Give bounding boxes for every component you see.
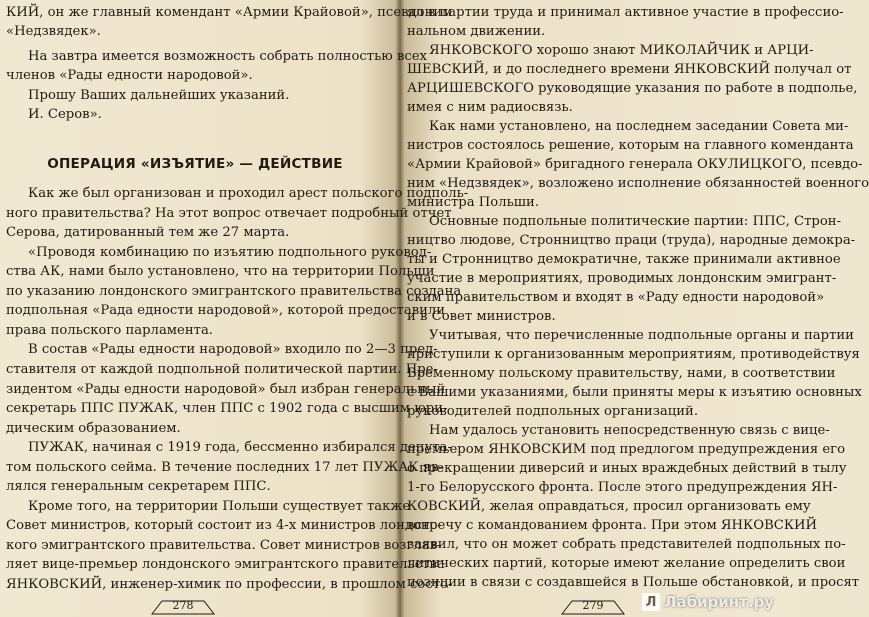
text-line: Совет министров, который состоит из 4-х министров лондонс-	[6, 518, 442, 534]
text-line: Серова, датированный тем же 27 марта.	[6, 225, 290, 241]
text-line: министра Польши.	[407, 195, 540, 210]
text-line: Основные подпольные политические партии: ППС, Строн-	[429, 214, 842, 229]
text-line: премьером ЯНКОВСКИМ под предлогом предупреждения его	[407, 442, 846, 457]
text-line: о прекращении диверсий и иных враждебных действий в тылу	[407, 461, 847, 476]
text-line: Нам удалось установить непосредственную связь с вице-	[429, 423, 830, 438]
text-line: права польского парламента.	[6, 322, 214, 338]
text-line: «Недзвядек».	[6, 24, 101, 40]
text-line: руководителей подпольных организаций.	[407, 404, 699, 419]
text-line: КОВСКИЙ, желая оправдаться, просил организовать ему	[407, 499, 811, 514]
text-line: ским правительством и входят в «Раду едности народовой»	[407, 290, 825, 305]
text-line: Кроме того, на территории Польши существует также	[28, 498, 411, 514]
text-line: членов «Рады едности народовой».	[6, 68, 253, 84]
right-page	[407, 0, 869, 590]
text-line: литических партий, которые имеют желание определить свои	[407, 556, 846, 571]
text-line: На завтра имеется возможность собрать полностью всех	[28, 48, 427, 64]
text-line: Прошу Ваших дальнейших указаний.	[28, 87, 290, 103]
text-line: 1-го Белорусского фронта. После этого предупреждения ЯН-	[407, 480, 838, 495]
text-line: нальном движении.	[407, 24, 546, 39]
page-number-left	[148, 598, 218, 614]
watermark-text: Лабиринт.ру	[664, 593, 775, 611]
text-line: нистров состоялось решение, которым на главного коменданта	[407, 138, 854, 153]
text-line: «Проводя комбинацию по изъятию подпольного руковод-	[28, 244, 432, 260]
left-page	[6, 0, 469, 592]
text-line: и в Совет министров.	[407, 309, 556, 324]
text-line: встречу с командованием фронта. При этом ЯНКОВСКИЙ	[407, 518, 818, 533]
text-line: ты и Стронництво демократичне, также принимали активное	[407, 252, 841, 267]
text-line: ШЕВСКИЙ, и до последнего времени ЯНКОВСКИЙ получал от	[407, 62, 852, 77]
watermark-logo-icon: Л	[642, 593, 660, 611]
section-heading: ОПЕРАЦИЯ «ИЗЪЯТИЕ» — ДЕЙСТВИЕ	[47, 156, 343, 172]
text-line: позиции в связи с создавшейся в Польше обстановкой, и просят	[407, 575, 860, 590]
text-line: приступили к организованным мероприятиям, противодействуя	[407, 347, 860, 362]
text-line: Временному польскому правительству, нами, в соответствии	[407, 366, 836, 381]
text-line: с Вашими указаниями, были приняты меры к изъятию основных	[407, 385, 862, 400]
text-line: ставителя от каждой подпольной политической партии. Пре-	[6, 361, 438, 377]
text-line: Как нами установлено, на последнем заседании Совета ми-	[429, 119, 849, 134]
text-line: ляет вице-премьер лондонского эмигрантского правительства	[6, 557, 445, 573]
text-line: «Армии Крайовой» бригадного генерала ОКУЛИЦКОГО, псевдо-	[407, 157, 863, 172]
text-line: КИЙ, он же главный комендант «Армии Крайовой», псевдоним	[6, 5, 453, 20]
text-line: подпольная «Рада едности народовой», которой предоставили	[6, 303, 446, 319]
text-line: ного правительства? На этот вопрос отвечает подробный отчет	[6, 205, 452, 221]
text-line: Учитывая, что перечисленные подпольные органы и партии	[429, 328, 854, 343]
text-line: ЯНКОВСКОГО хорошо знают МИКОЛАЙЧИК и АРЦИ-	[429, 43, 814, 58]
text-line: по указанию лондонского эмигрантского правительства создана	[6, 283, 462, 299]
text-line: зидентом «Рады едности народовой» был избран генеральный	[6, 381, 446, 397]
text-line: лялся генеральным секретарем ППС.	[6, 479, 271, 495]
text-line: кого эмигрантского правительства. Совет министров возглав-	[6, 537, 442, 553]
text-line: участие в мероприятиях, проводимых лондонским эмигрант-	[407, 271, 837, 286]
text-line: секретарь ППС ПУЖАК, член ППС с 1902 года с высшим юри-	[6, 401, 448, 417]
text-line: заявил, что он может собрать представителей подпольных по-	[407, 537, 846, 552]
text-line: имея с ним радиосвязь.	[407, 100, 573, 115]
page-number-text: 279	[582, 599, 604, 612]
text-line: том польского сейма. В течение последних 17 лет ПУЖАК яв-	[6, 459, 443, 475]
text-line: ПУЖАК, начиная с 1919 года, бессменно избирался депута-	[28, 440, 452, 456]
text-line: АРЦИШЕВСКОГО руководящие указания по работе в подполье,	[407, 81, 858, 96]
text-line: ства АК, нами было установлено, что на территории Польши	[6, 264, 435, 280]
text-line: ЯНКОВСКИЙ, инженер-химик по профессии, в прошлом состо-	[6, 577, 453, 592]
text-line: И. Серов».	[28, 107, 102, 122]
text-line: ял в партии труда и принимал активное участие в профессио-	[407, 5, 844, 20]
watermark	[642, 591, 792, 613]
page-number-right	[558, 598, 628, 614]
text-line: ним «Недзвядек», возложено исполнение обязанностей военного	[407, 176, 869, 191]
page-number-text: 278	[172, 599, 194, 612]
text-line: Как же был организован и проходил арест польского подполь-	[28, 186, 469, 201]
text-line: В состав «Рады едности народовой» входило по 2—3 пред-	[28, 342, 438, 358]
text-line: ництво людове, Стронництво праци (труда), народные демокра-	[407, 233, 856, 248]
text-line: дическим образованием.	[6, 420, 181, 436]
